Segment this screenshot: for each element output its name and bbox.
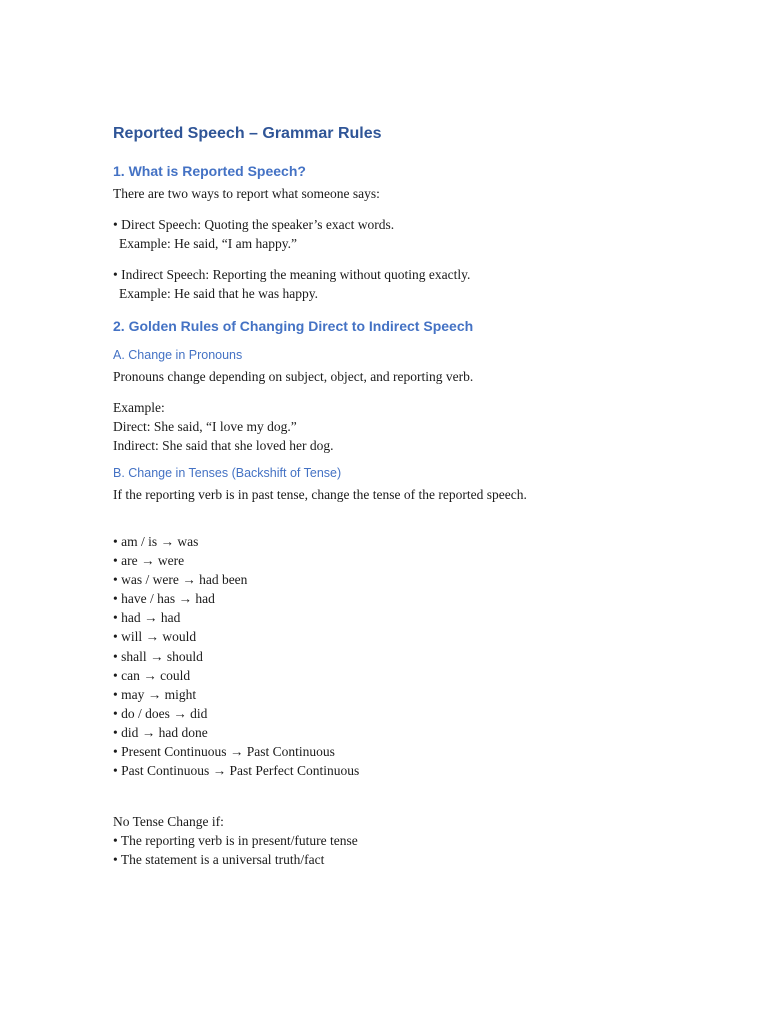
pronouns-example-direct: Direct: She said, “I love my dog.” [113,419,297,434]
list-item: • The reporting verb is in present/future tense [113,833,358,849]
list-item: • can → could [113,667,191,683]
list-item: • am / is → was [113,534,199,549]
tenses-rule-text: If the reporting verb is in past tense, change the tense of the reported speech. [113,487,527,502]
direct-speech-example: Example: He said, “I am happy.” [119,236,297,251]
section-1-heading: 1. What is Reported Speech? [113,163,306,179]
pronouns-example-label: Example: [113,400,165,415]
list-item: • are → were [113,553,185,569]
list-item: • did → had done [113,724,208,740]
list-item: • had → had [113,610,181,626]
pronouns-rule-text: Pronouns change depending on subject, object, and reporting verb. [113,369,474,384]
direct-speech-definition: • Direct Speech: Quoting the speaker’s exact words. [113,217,395,232]
indirect-speech-definition: • Indirect Speech: Reporting the meaning without quoting exactly. [113,267,471,282]
list-item: • have / has → had [113,591,215,607]
document-content [113,124,713,869]
list-item: • do / does → did [113,705,208,721]
section-1-intro: There are two ways to report what someone says: [113,186,380,201]
subsection-a-heading: A. Change in Pronouns [113,348,243,362]
list-item: • The statement is a universal truth/fact [113,852,325,868]
list-item: • may → might [113,686,197,702]
subsection-b-heading: B. Change in Tenses (Backshift of Tense) [113,466,342,480]
list-item: • shall → should [113,648,203,664]
list-item: • Past Continuous → Past Perfect Continuous [113,763,360,779]
list-item: • Present Continuous → Past Continuous [113,744,335,760]
document-title: Reported Speech – Grammar Rules [113,125,382,142]
no-tense-change-label: No Tense Change if: [113,814,224,830]
no-tense-change-list [113,831,713,869]
section-2-heading: 2. Golden Rules of Changing Direct to Indirect Speech [113,318,474,334]
pronouns-example-indirect: Indirect: She said that she loved her dog. [113,438,334,453]
list-item: • will → would [113,629,197,645]
list-item: • was / were → had been [113,572,248,588]
indirect-speech-example: Example: He said that he was happy. [119,286,318,301]
tense-rules-list [113,532,713,780]
